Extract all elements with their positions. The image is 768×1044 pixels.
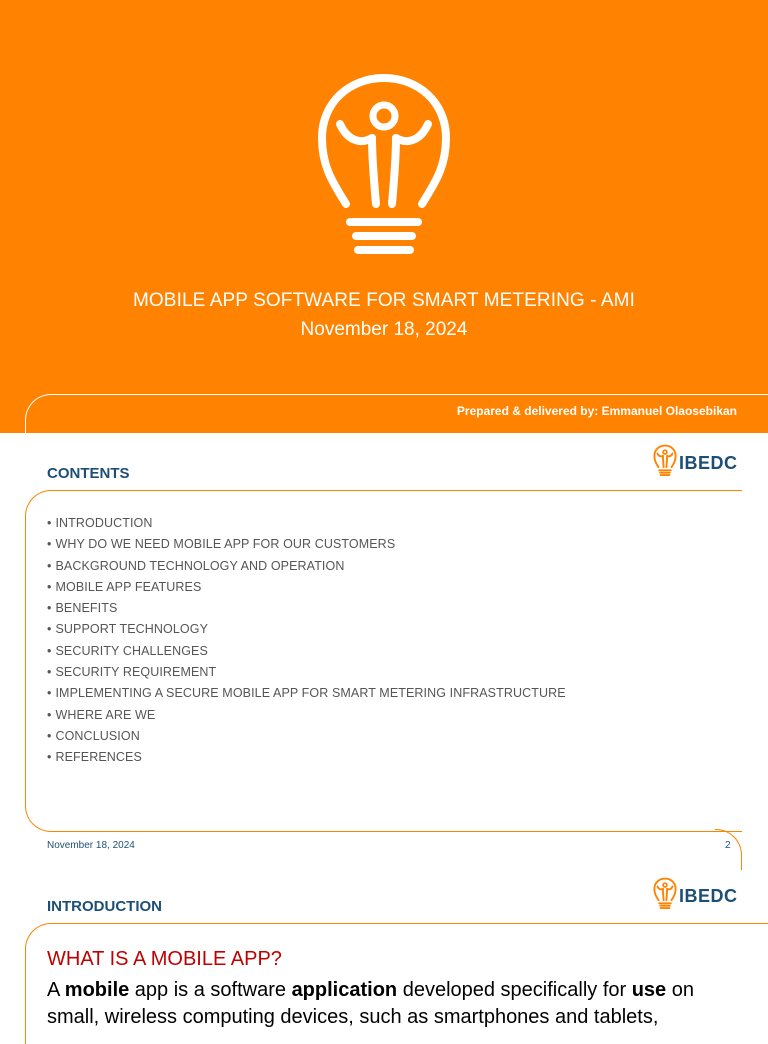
bold-run: application xyxy=(291,979,398,1001)
text-run: developed specifically for xyxy=(397,979,632,1001)
list-item: • REFERENCES xyxy=(47,749,566,770)
introduction-paragraph xyxy=(47,977,737,1031)
title-slide xyxy=(0,0,768,433)
list-item: • BENEFITS xyxy=(47,600,566,621)
presentation-date: November 18, 2024 xyxy=(300,319,468,340)
page-number: 2 xyxy=(725,840,731,851)
introduction-heading: INTRODUCTION xyxy=(47,898,162,915)
presentation-title: MOBILE APP SOFTWARE FOR SMART METERING - AMI xyxy=(133,290,635,311)
ibedc-logo xyxy=(653,875,745,913)
list-item: • SUPPORT TECHNOLOGY xyxy=(47,621,566,642)
contents-list xyxy=(47,515,566,771)
list-item: • WHERE ARE WE xyxy=(47,707,566,728)
ibedc-logo xyxy=(653,442,745,480)
brand-name: IBEDC xyxy=(679,453,738,473)
bold-run: use xyxy=(631,979,667,1001)
list-item: • IMPLEMENTING A SECURE MOBILE APP FOR SMART METERING INFRASTRUCTURE xyxy=(47,685,566,706)
list-item: • SECURITY REQUIREMENT xyxy=(47,664,566,685)
list-item: • SECURITY CHALLENGES xyxy=(47,643,566,664)
footer-date: November 18, 2024 xyxy=(47,840,135,851)
list-item: • CONCLUSION xyxy=(47,728,566,749)
list-item: • WHY DO WE NEED MOBILE APP FOR OUR CUSTOMERS xyxy=(47,536,566,557)
text-run: app is a software xyxy=(129,979,292,1001)
presenter-credit: Prepared & delivered by: Emmanuel Olaosebikan xyxy=(456,404,737,418)
brand-name: IBEDC xyxy=(679,886,738,906)
divider-line xyxy=(25,394,768,445)
list-item: • BACKGROUND TECHNOLOGY AND OPERATION xyxy=(47,558,566,579)
list-item: • MOBILE APP FEATURES xyxy=(47,579,566,600)
list-item: • INTRODUCTION xyxy=(47,515,566,536)
contents-heading: CONTENTS xyxy=(47,465,130,482)
text-run: on small, wireless computing devices, such as smartphones and tablets, xyxy=(47,979,694,1028)
bold-run: mobile xyxy=(64,979,130,1001)
lightbulb-person-icon xyxy=(653,442,677,480)
section-question: WHAT IS A MOBILE APP? xyxy=(47,948,282,970)
lightbulb-person-icon xyxy=(314,72,454,264)
text-run: A xyxy=(47,979,65,1001)
lightbulb-person-icon xyxy=(653,875,677,913)
